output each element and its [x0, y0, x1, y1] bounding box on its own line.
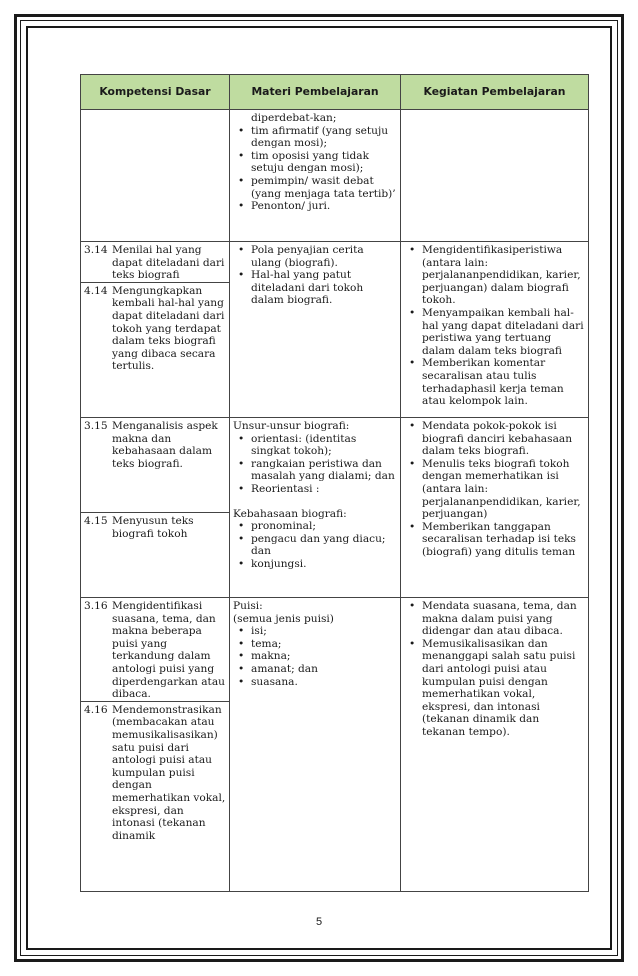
materi-list — [233, 625, 397, 688]
list-item: • Menyampaikan kembali hal-hal yang dapat diteladani dari peristiwa yang tertuang dalam dalam teks biografi — [422, 307, 585, 357]
list-item: • amanat; dan — [251, 663, 397, 676]
kd-item — [84, 600, 226, 701]
materi-subheading: (semua jenis puisi) — [233, 612, 334, 625]
list-item: • tim afirmatif (yang setuju dengan mosi); — [251, 125, 397, 150]
table-row — [81, 110, 589, 242]
materi-list — [233, 244, 397, 307]
header-kegiatan-pembelajaran: Kegiatan Pembelajaran — [401, 75, 589, 110]
curriculum-table — [80, 74, 589, 892]
table-header-row — [81, 75, 589, 110]
kd-number: 3.14 — [84, 244, 108, 256]
list-item: • Memberikan komentar secaralisan atau tulis terhadaphasil kerja teman atau kelompok lain. — [422, 357, 585, 407]
kd-text: Mengidentifikasi suasana, tema, dan makna beberapa puisi yang terkandung dalam antologi puisi yang diperdengarkan atau dibaca. — [112, 600, 225, 701]
table-row — [81, 418, 589, 598]
materi-cell — [230, 110, 401, 242]
kegiatan-cell — [401, 242, 589, 418]
list-item: • Hal-hal yang patut diteladani dari tokoh dalam biografi. — [251, 269, 397, 307]
kd-text: Mengungkapkan kembali hal-hal yang dapat diteladani dari tokoh yang terdapat dalam teks biografi yang dibaca secara tertulis. — [112, 284, 225, 373]
header-materi-pembelajaran: Materi Pembelajaran — [230, 75, 401, 110]
list-item: • Mengidentifikasiperistiwa (antara lain: perjalananpendidikan, karier, perjuangan) dalam biografi tokoh. — [422, 244, 585, 307]
list-item: • pemimpin/ wasit debat (yang menjaga tata tertib)’ — [251, 175, 397, 200]
list-item: • makna; — [251, 650, 397, 663]
list-item: • Memberikan tanggapan secaralisan terhadap isi teks (biografi) yang ditulis teman — [422, 521, 585, 559]
list-item: • orientasi: (identitas singkat tokoh); — [251, 433, 397, 458]
kd-number: 4.15 — [84, 515, 108, 527]
materi-cell — [230, 242, 401, 418]
list-item: • isi; — [251, 625, 397, 638]
kegiatan-list — [404, 420, 585, 559]
list-item: • suasana. — [251, 676, 397, 689]
kd-cell — [81, 418, 230, 598]
kd-text: Menilai hal yang dapat diteladani dari teks biografi — [112, 244, 225, 282]
materi-list — [233, 433, 397, 496]
materi-heading: Unsur-unsur biografi: — [233, 420, 350, 432]
kd-item — [81, 512, 229, 540]
materi-cell — [230, 598, 401, 892]
kd-text: Menyusun teks biografi tokoh — [112, 515, 194, 540]
kd-text: Menganalisis aspek makna dan kebahasaan dalam teks biografi. — [112, 420, 218, 470]
list-item: • konjungsi. — [251, 558, 397, 571]
list-item: • Mendata suasana, tema, dan makna dalam puisi yang didengar dan atau dibaca. — [422, 600, 585, 638]
kd-item — [81, 701, 229, 843]
kd-item — [84, 420, 226, 512]
list-item: • rangkaian peristiwa dan masalah yang dialami; dan — [251, 458, 397, 483]
kd-cell — [81, 110, 230, 242]
materi-list — [233, 520, 397, 570]
page-number: 5 — [315, 916, 323, 928]
list-item: • Mendata pokok-pokok isi biografi danciri kebahasaan dalam teks biografi. — [422, 420, 585, 458]
list-item: • Pola penyajian cerita ulang (biografi). — [251, 244, 397, 269]
kegiatan-list — [404, 244, 585, 408]
list-item: • tim oposisi yang tidak setuju dengan mosi); — [251, 150, 397, 175]
kd-number: 4.16 — [84, 703, 108, 716]
materi-list — [233, 125, 397, 213]
list-item: • pronominal; — [251, 520, 397, 533]
kd-item — [84, 244, 226, 282]
list-item: • Memusikalisasikan dan menanggapi salah satu puisi dari antologi puisi atau kumpulan puisi dengan memerhatikan vokal, ekspresi, dan intonasi (tekanan dinamik dan tekanan tempo). — [422, 638, 585, 739]
materi-heading: Kebahasaan biografi: — [233, 507, 347, 520]
list-item: • Reorientasi : — [251, 483, 397, 496]
list-item: • Penonton/ juri. — [251, 200, 397, 213]
list-item: • tema; — [251, 638, 397, 651]
materi-cell — [230, 418, 401, 598]
materi-continuation: diperdebat-kan; — [251, 112, 337, 124]
list-item: • Menulis teks biografi tokoh dengan memerhatikan isi (antara lain: perjalananpendidikan, karier, perjuangan) — [422, 458, 585, 521]
kegiatan-cell — [401, 418, 589, 598]
kd-text: Mendemonstrasikan (membacakan atau memusikalisasikan) satu puisi dari antologi puisi atau kumpulan puisi dengan memerhatikan vokal, ekspresi, dan intonasi (tekanan dinamik — [112, 703, 226, 842]
materi-heading: Puisi: — [233, 600, 263, 612]
kegiatan-cell — [401, 598, 589, 892]
kd-cell — [81, 242, 230, 418]
kd-number: 3.15 — [84, 420, 108, 432]
kegiatan-cell — [401, 110, 589, 242]
kd-number: 3.16 — [84, 600, 108, 612]
kd-number: 4.14 — [84, 284, 108, 297]
kegiatan-list — [404, 600, 585, 739]
table-row — [81, 242, 589, 418]
list-item: • pengacu dan yang diacu; dan — [251, 533, 397, 558]
kd-item — [81, 282, 229, 373]
table-row — [81, 598, 589, 892]
header-kompetensi-dasar: Kompetensi Dasar — [81, 75, 230, 110]
kd-cell — [81, 598, 230, 892]
